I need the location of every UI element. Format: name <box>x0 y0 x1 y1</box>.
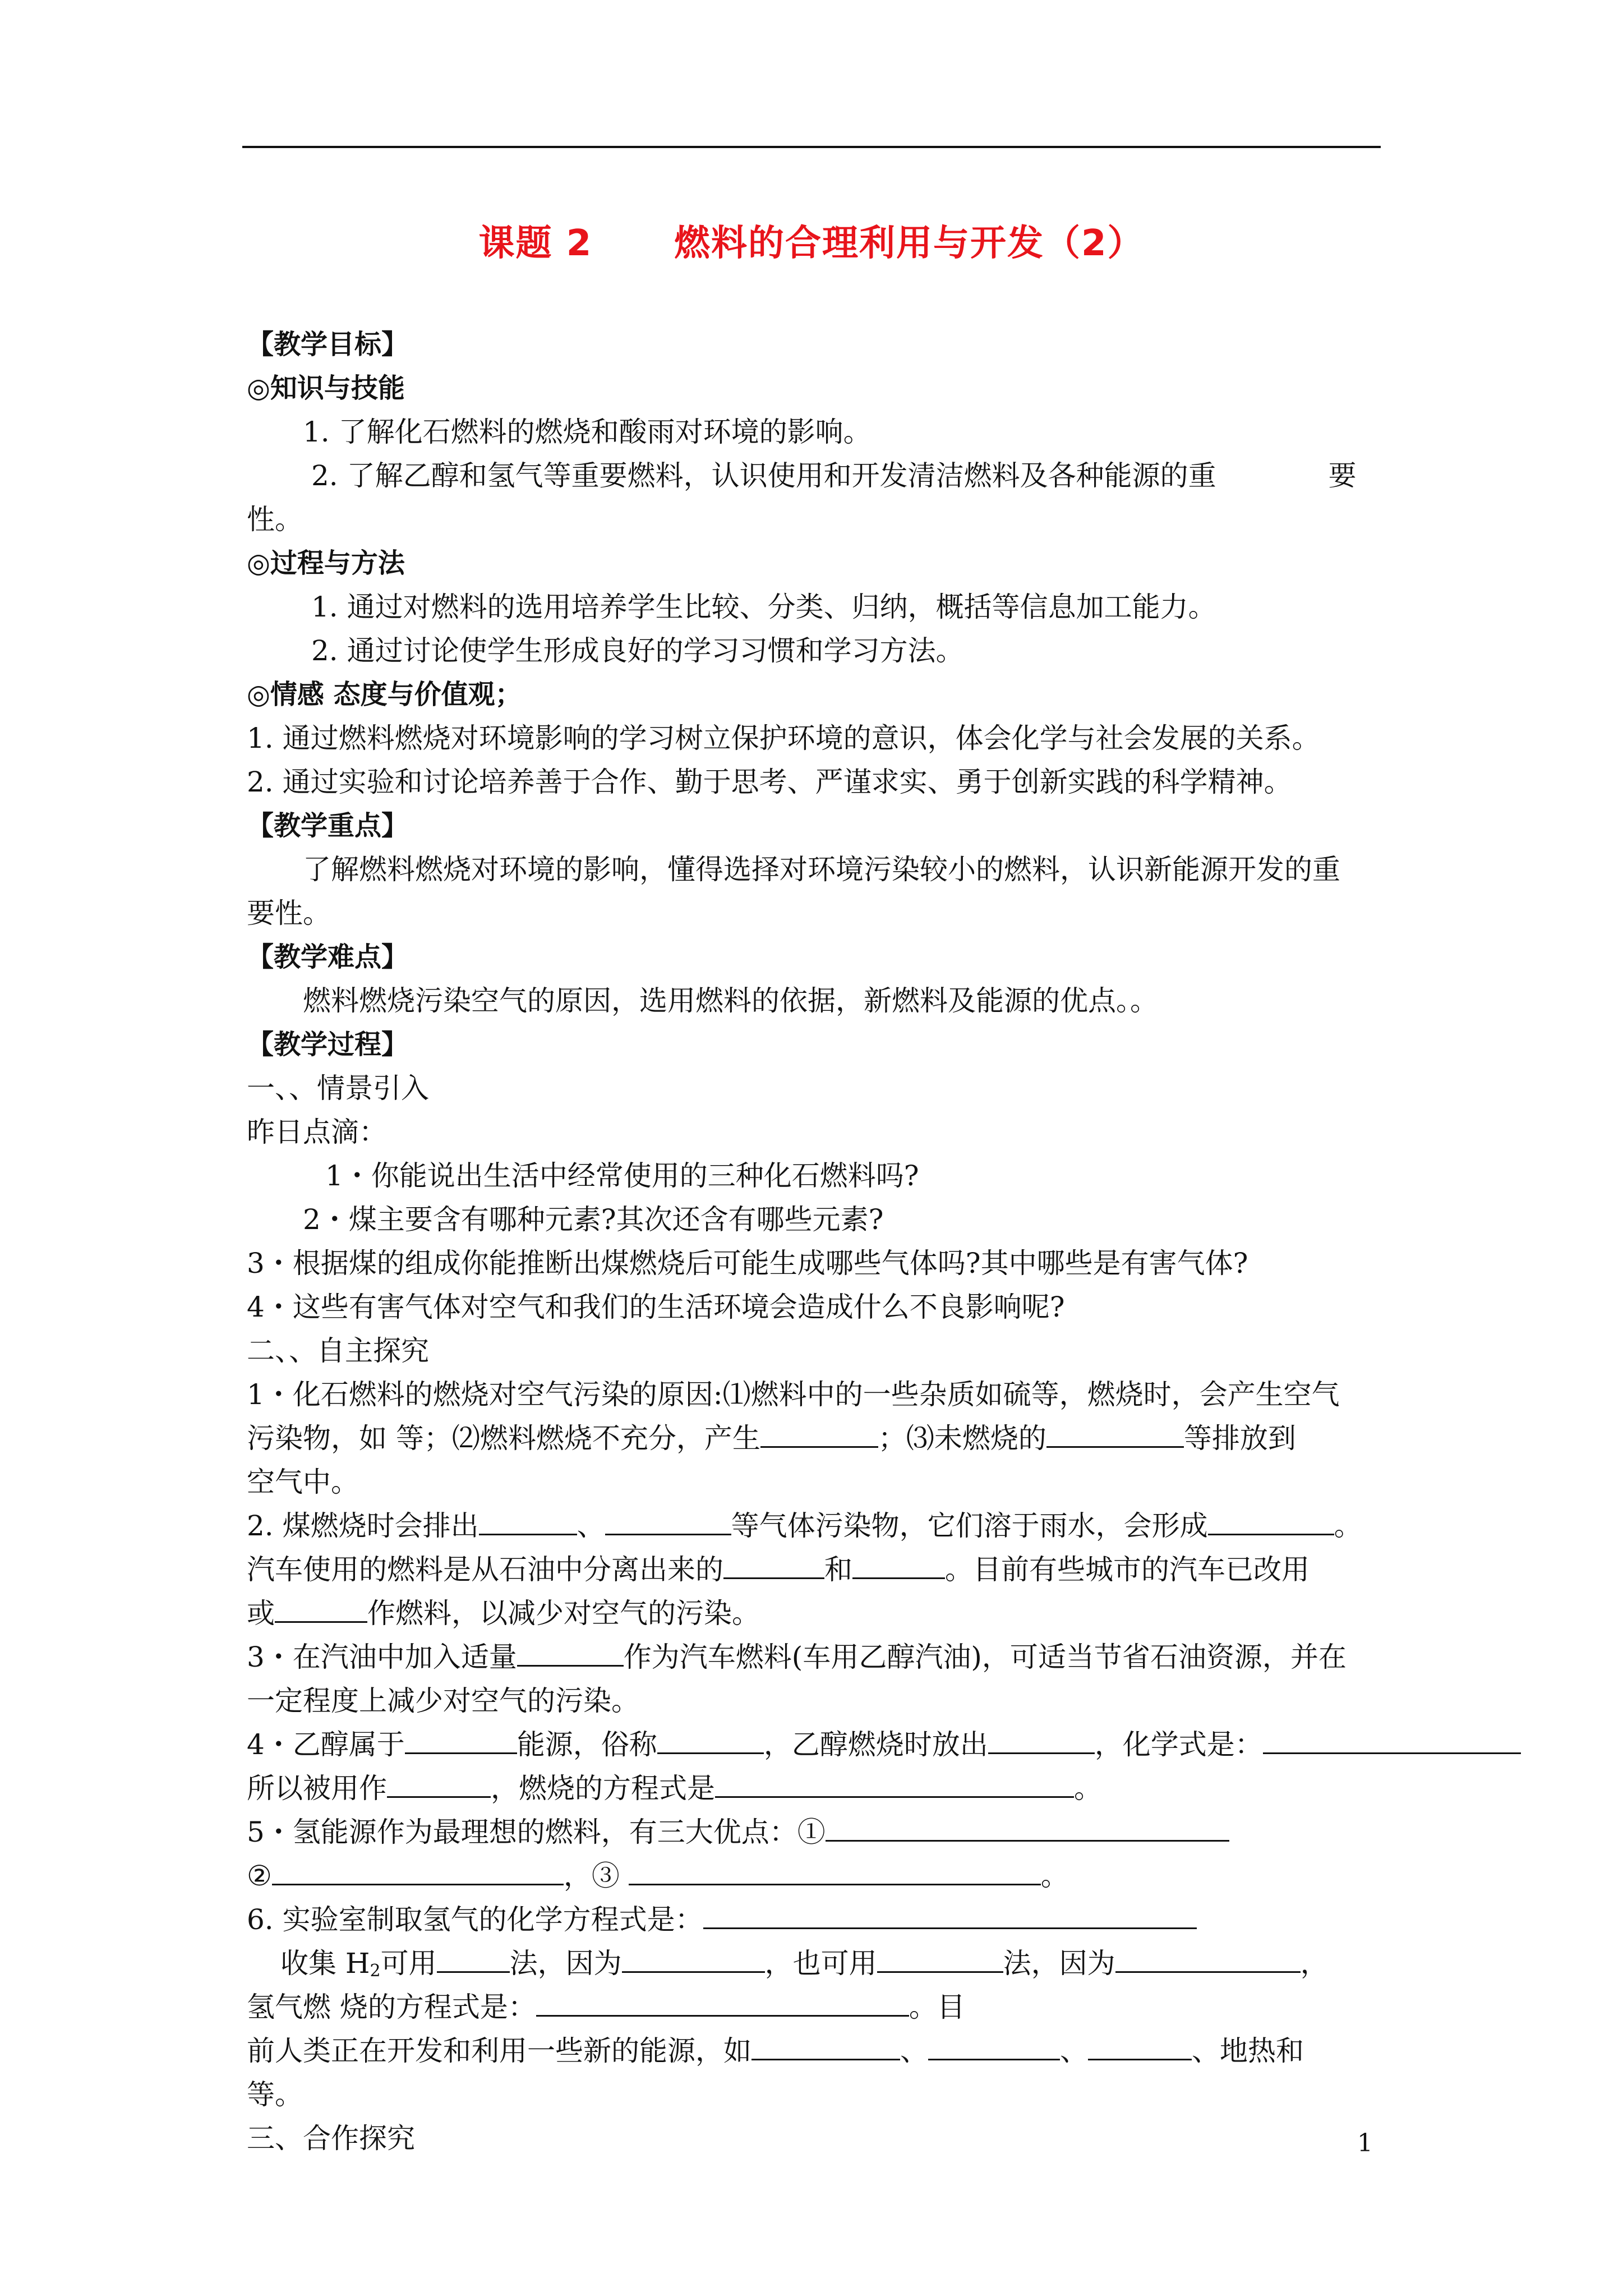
review-question-3: 3・根据煤的组成你能推断出煤燃烧后可能生成哪些气体吗?其中哪些是有害气体? <box>247 1247 1248 1280</box>
blank-field[interactable] <box>1263 1724 1521 1754</box>
key-points-line-1: 了解燃料燃烧对环境的影响，懂得选择对环境污染较小的燃料，认识新能源开发的重 <box>303 853 1340 886</box>
explore-6-text-l: 、 <box>1060 2035 1088 2067</box>
key-points-line-2: 要性。 <box>247 897 331 930</box>
blank-field[interactable] <box>1115 1943 1301 1973</box>
explore-6-text-i: 。目 <box>909 1991 965 2023</box>
blank-field[interactable] <box>479 1506 577 1535</box>
explore-3-text-b: 作为汽车燃料(车用乙醇汽油)，可适当节省石油资源，并在 <box>623 1641 1347 1673</box>
explore-2-text-f: 和 <box>824 1553 852 1586</box>
explore-item-6-line-3 <box>247 1985 1380 2029</box>
blank-field[interactable] <box>536 1987 909 2017</box>
knowledge-item-2-text: 2. 了解乙醇和氢气等重要燃料，认识使用和开发清洁燃料及各种能源的重 <box>311 459 1216 492</box>
explore-4-text-c: ，乙醇燃烧时放出 <box>763 1728 988 1761</box>
explore-5-text-c: ，③ <box>563 1860 629 1892</box>
explore-2-text-e: 汽车使用的燃料是从石油中分离出来的 <box>247 1553 723 1586</box>
explore-1-text-a: 污染物，如 等；⑵燃料燃烧不充分，产生 <box>247 1422 760 1455</box>
process-heading: ◎过程与方法 <box>247 547 405 579</box>
explore-4-text-a: 4・乙醇属于 <box>247 1728 405 1761</box>
blank-field[interactable] <box>605 1506 731 1535</box>
explore-6-text-h: 氢气燃 烧的方程式是： <box>247 1991 536 2023</box>
blank-field[interactable] <box>272 1856 564 1885</box>
explore-2-text-d: 。 <box>1334 1510 1362 1542</box>
explore-4-text-b: 能源，俗称 <box>517 1728 657 1761</box>
page-title: 课题 2 燃料的合理利用与开发（2） <box>478 223 1145 264</box>
explore-6-text-b: 收集 H <box>280 1947 370 1980</box>
explore-6-text-m: 、地热和 <box>1192 2035 1304 2067</box>
blank-field[interactable] <box>826 1812 1229 1842</box>
explore-6-text-f: 法，因为 <box>1003 1947 1115 1980</box>
blank-field[interactable] <box>657 1724 764 1754</box>
explore-6-text-d: 法，因为 <box>509 1947 622 1980</box>
difficulty-heading: 【教学难点】 <box>247 941 409 973</box>
explore-6-text-k: 、 <box>900 2035 928 2067</box>
explore-item-3-line-1 <box>247 1635 1380 1679</box>
explore-item-6-line-2 <box>247 1941 1380 1985</box>
knowledge-heading: ◎知识与技能 <box>247 372 405 404</box>
explore-5-text-a: 5・氢能源作为最理想的燃料，有三大优点：① <box>247 1816 826 1848</box>
explore-item-1-line-3: 空气中。 <box>247 1466 359 1498</box>
blank-field[interactable] <box>1208 1506 1334 1535</box>
page-number: 1 <box>1357 2129 1373 2157</box>
knowledge-item-2-tail: 要 <box>1328 459 1357 492</box>
blank-field[interactable] <box>723 1549 824 1579</box>
explore-2-text-i: 作燃料，以减少对空气的污染。 <box>367 1597 760 1630</box>
explore-item-6-line-5: 等。 <box>247 2078 303 2111</box>
cooperative-explore-heading: 三、合作探究 <box>247 2122 415 2155</box>
blank-field[interactable] <box>928 2031 1060 2060</box>
explore-6-text-g: ， <box>1300 1947 1329 1980</box>
explore-4-text-f: ，燃烧的方程式是 <box>491 1772 715 1805</box>
explore-item-2-line-1 <box>247 1504 1380 1548</box>
explore-4-text-e: 所以被用作 <box>247 1772 387 1805</box>
teaching-process-heading: 【教学过程】 <box>247 1029 409 1060</box>
review-label: 昨日点滴： <box>247 1116 387 1148</box>
blank-field[interactable] <box>703 1899 1197 1929</box>
explore-2-text-c: 等气体污染物，它们溶于雨水，会形成 <box>731 1510 1208 1542</box>
explore-6-text-c: 可用 <box>380 1947 437 1980</box>
blank-field[interactable] <box>751 2031 900 2060</box>
explore-5-text-b: ② <box>247 1860 272 1892</box>
blank-field[interactable] <box>852 1549 945 1579</box>
explore-2-text-a: 2. 煤燃烧时会排出 <box>247 1510 479 1542</box>
self-explore-heading: 二、、自主探究 <box>247 1335 429 1367</box>
explore-item-5-line-1 <box>247 1810 1380 1854</box>
explore-item-4-line-1 <box>247 1723 1380 1766</box>
review-question-4: 4・这些有害气体对空气和我们的生活环境会造成什么不良影响呢? <box>247 1291 1065 1323</box>
explore-item-6-line-4 <box>247 2029 1380 2073</box>
explore-item-5-line-2 <box>247 1854 1380 1898</box>
blank-field[interactable] <box>1088 2031 1192 2060</box>
goals-heading: 【教学目标】 <box>247 329 409 360</box>
explore-5-text-d: 。 <box>1040 1860 1069 1892</box>
review-question-1: 1・你能说出生活中经常使用的三种化石燃料吗? <box>325 1159 919 1192</box>
explore-6-text-a: 6. 实验室制取氢气的化学方程式是： <box>247 1903 703 1936</box>
blank-field[interactable] <box>629 1856 1041 1885</box>
explore-item-1-line-1: 1・化石燃料的燃烧对空气污染的原因:⑴燃料中的一些杂质如硫等，燃烧时，会产生空气 <box>247 1378 1340 1411</box>
explore-item-1-line-2 <box>247 1416 1380 1460</box>
intro-heading: 一、、情景引入 <box>247 1072 429 1105</box>
explore-2-text-b: 、 <box>577 1510 605 1542</box>
explore-6-text-j: 前人类正在开发和利用一些新的能源，如 <box>247 2035 751 2067</box>
blank-field[interactable] <box>988 1724 1095 1754</box>
h2-subscript: 2 <box>370 1961 381 1981</box>
blank-field[interactable] <box>437 1943 510 1973</box>
review-question-2: 2・煤主要含有哪种元素?其次还含有哪些元素? <box>303 1203 884 1236</box>
blank-field[interactable] <box>760 1418 878 1448</box>
explore-1-text-b: ；⑶未燃烧的 <box>878 1422 1046 1455</box>
header-rule <box>242 146 1381 148</box>
knowledge-item-1: 1. 了解化石燃料的燃烧和酸雨对环境的影响。 <box>303 416 872 448</box>
explore-item-3-line-2: 一定程度上减少对空气的污染。 <box>247 1685 639 1717</box>
process-item-1: 1. 通过对燃料的选用培养学生比较、分类、归纳，概括等信息加工能力。 <box>311 591 1216 623</box>
blank-field[interactable] <box>877 1943 1003 1973</box>
blank-field[interactable] <box>517 1637 624 1667</box>
blank-field[interactable] <box>275 1593 367 1623</box>
attitude-item-1: 1. 通过燃料燃烧对环境影响的学习树立保护环境的意识，体会化学与社会发展的关系。 <box>247 722 1320 754</box>
explore-item-2-line-2 <box>247 1548 1380 1591</box>
knowledge-item-2-wrap: 性。 <box>247 503 303 536</box>
blank-field[interactable] <box>1046 1418 1184 1448</box>
explore-4-text-d: ，化学式是： <box>1094 1728 1263 1761</box>
explore-item-2-line-3 <box>247 1591 1380 1635</box>
attitude-heading: ◎情感 态度与价值观； <box>247 679 522 710</box>
explore-item-6-line-1 <box>247 1898 1380 1941</box>
explore-2-text-h: 或 <box>247 1597 275 1630</box>
explore-item-4-line-2 <box>247 1766 1380 1810</box>
blank-field[interactable] <box>622 1943 765 1973</box>
blank-field[interactable] <box>387 1768 491 1798</box>
attitude-item-2: 2. 通过实验和讨论培养善于合作、勤于思考、严谨求实、勇于创新实践的科学精神。 <box>247 766 1292 798</box>
explore-2-text-g: 。目前有些城市的汽车已改用 <box>945 1553 1310 1586</box>
blank-field[interactable] <box>405 1724 517 1754</box>
key-points-heading: 【教学重点】 <box>247 810 409 841</box>
document-body <box>247 323 1380 2160</box>
process-item-2: 2. 通过讨论使学生形成良好的学习习惯和学习方法。 <box>311 634 964 667</box>
explore-6-text-e: ，也可用 <box>764 1947 877 1980</box>
knowledge-item-2 <box>247 454 1380 498</box>
blank-field[interactable] <box>715 1768 1074 1798</box>
explore-1-text-c: 等排放到 <box>1183 1422 1296 1455</box>
difficulty-text: 燃料燃烧污染空气的原因，选用燃料的依据，新燃料及能源的优点。。 <box>303 984 1158 1017</box>
explore-4-text-g: 。 <box>1074 1772 1102 1805</box>
explore-3-text-a: 3・在汽油中加入适量 <box>247 1641 517 1673</box>
